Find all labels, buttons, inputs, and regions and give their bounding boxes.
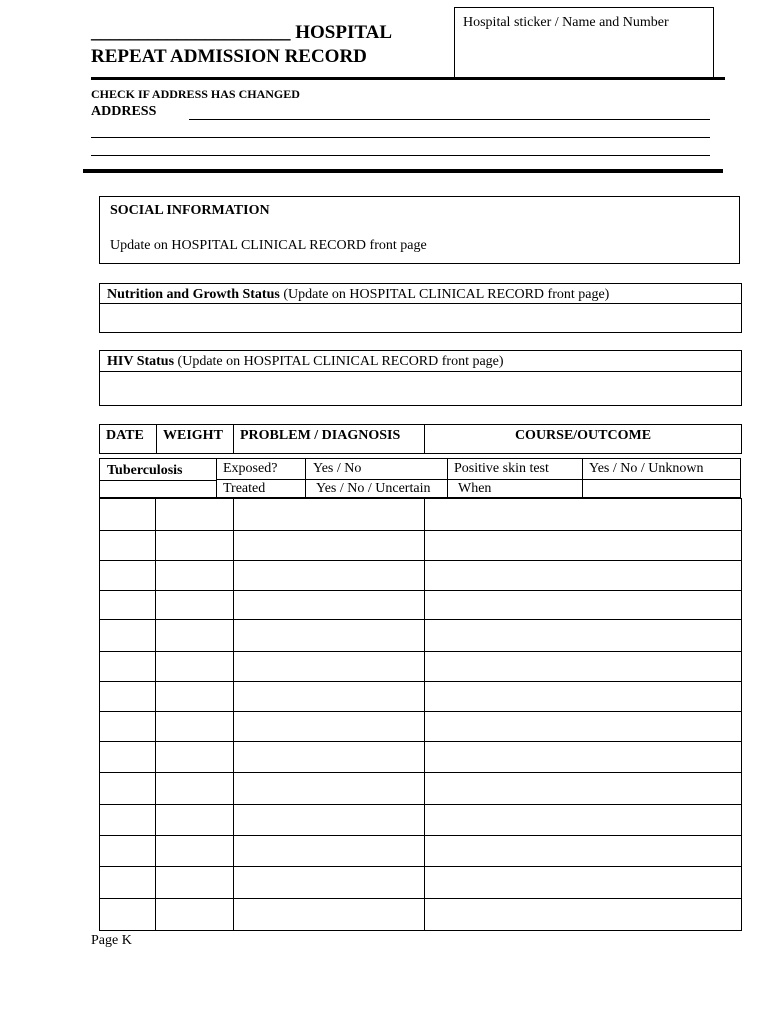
grid-row-line [100, 619, 741, 620]
address-line-3[interactable] [91, 155, 710, 156]
grid-row-line [100, 835, 741, 836]
tb-treated-label: Treated [223, 481, 266, 496]
hiv-status-box [99, 350, 742, 406]
progress-table-header [99, 424, 742, 454]
grid-row-line [100, 651, 741, 652]
tb-exposed-options[interactable]: Yes / No [313, 461, 362, 476]
tb-separator [216, 459, 217, 497]
hiv-label-note: (Update on HOSPITAL CLINICAL RECORD front page) [174, 354, 504, 369]
hospital-name-line: _____________________ HOSPITAL [91, 22, 393, 43]
tb-skin-test-label: Positive skin test [454, 461, 549, 476]
page-title: REPEAT ADMISSION RECORD [91, 46, 367, 67]
address-line-2[interactable] [91, 137, 710, 138]
tb-row-divider [216, 479, 740, 480]
column-header-course-outcome: COURSE/OUTCOME [514, 428, 652, 443]
tb-separator [305, 459, 306, 497]
tb-when-label: When [458, 481, 492, 496]
tb-row-divider [100, 480, 216, 481]
page-number: Page K [91, 933, 132, 948]
grid-row-line [100, 711, 741, 712]
hospital-sticker-box[interactable] [454, 7, 714, 80]
grid-row-line [100, 530, 741, 531]
social-information-box [99, 196, 740, 264]
grid-row-line [100, 866, 741, 867]
grid-row-line [100, 804, 741, 805]
tb-skin-test-options[interactable]: Yes / No / Unknown [589, 461, 704, 476]
tuberculosis-table [99, 458, 741, 498]
grid-row-line [100, 590, 741, 591]
grid-row-line [100, 560, 741, 561]
nutrition-status-label [107, 287, 609, 303]
nutrition-label-note: (Update on HOSPITAL CLINICAL RECORD front page) [279, 287, 610, 302]
tb-treated-options[interactable]: Yes / No / Uncertain [316, 481, 431, 496]
address-label: ADDRESS [91, 104, 157, 119]
sticker-label: Hospital sticker / Name and Number [463, 15, 669, 30]
address-line-1[interactable] [189, 119, 710, 120]
grid-row-line [100, 681, 741, 682]
social-information-text: Update on HOSPITAL CLINICAL RECORD front page [110, 238, 427, 253]
hiv-status-label [107, 354, 504, 370]
section-divider [83, 169, 723, 173]
nutrition-label-bold: Nutrition and Growth Status [107, 287, 280, 302]
hiv-status-field[interactable] [100, 372, 741, 405]
tuberculosis-label: Tuberculosis [107, 463, 183, 478]
column-header-weight: WEIGHT [163, 428, 223, 443]
grid-row-line [100, 772, 741, 773]
column-header-problem-diagnosis: PROBLEM / DIAGNOSIS [240, 428, 401, 443]
tb-exposed-label: Exposed? [223, 461, 278, 476]
nutrition-status-field[interactable] [100, 304, 741, 332]
address-change-check-label: CHECK IF ADDRESS HAS CHANGED [91, 87, 300, 101]
hiv-label-bold: HIV Status [107, 354, 175, 369]
tb-separator [447, 459, 448, 497]
tb-separator [582, 459, 583, 497]
grid-row-line [100, 741, 741, 742]
column-header-date: DATE [106, 428, 144, 443]
header-divider [91, 77, 725, 80]
progress-entry-grid[interactable] [99, 498, 742, 931]
grid-row-line [100, 898, 741, 899]
social-information-title: SOCIAL INFORMATION [110, 203, 270, 218]
nutrition-status-box [99, 283, 742, 333]
